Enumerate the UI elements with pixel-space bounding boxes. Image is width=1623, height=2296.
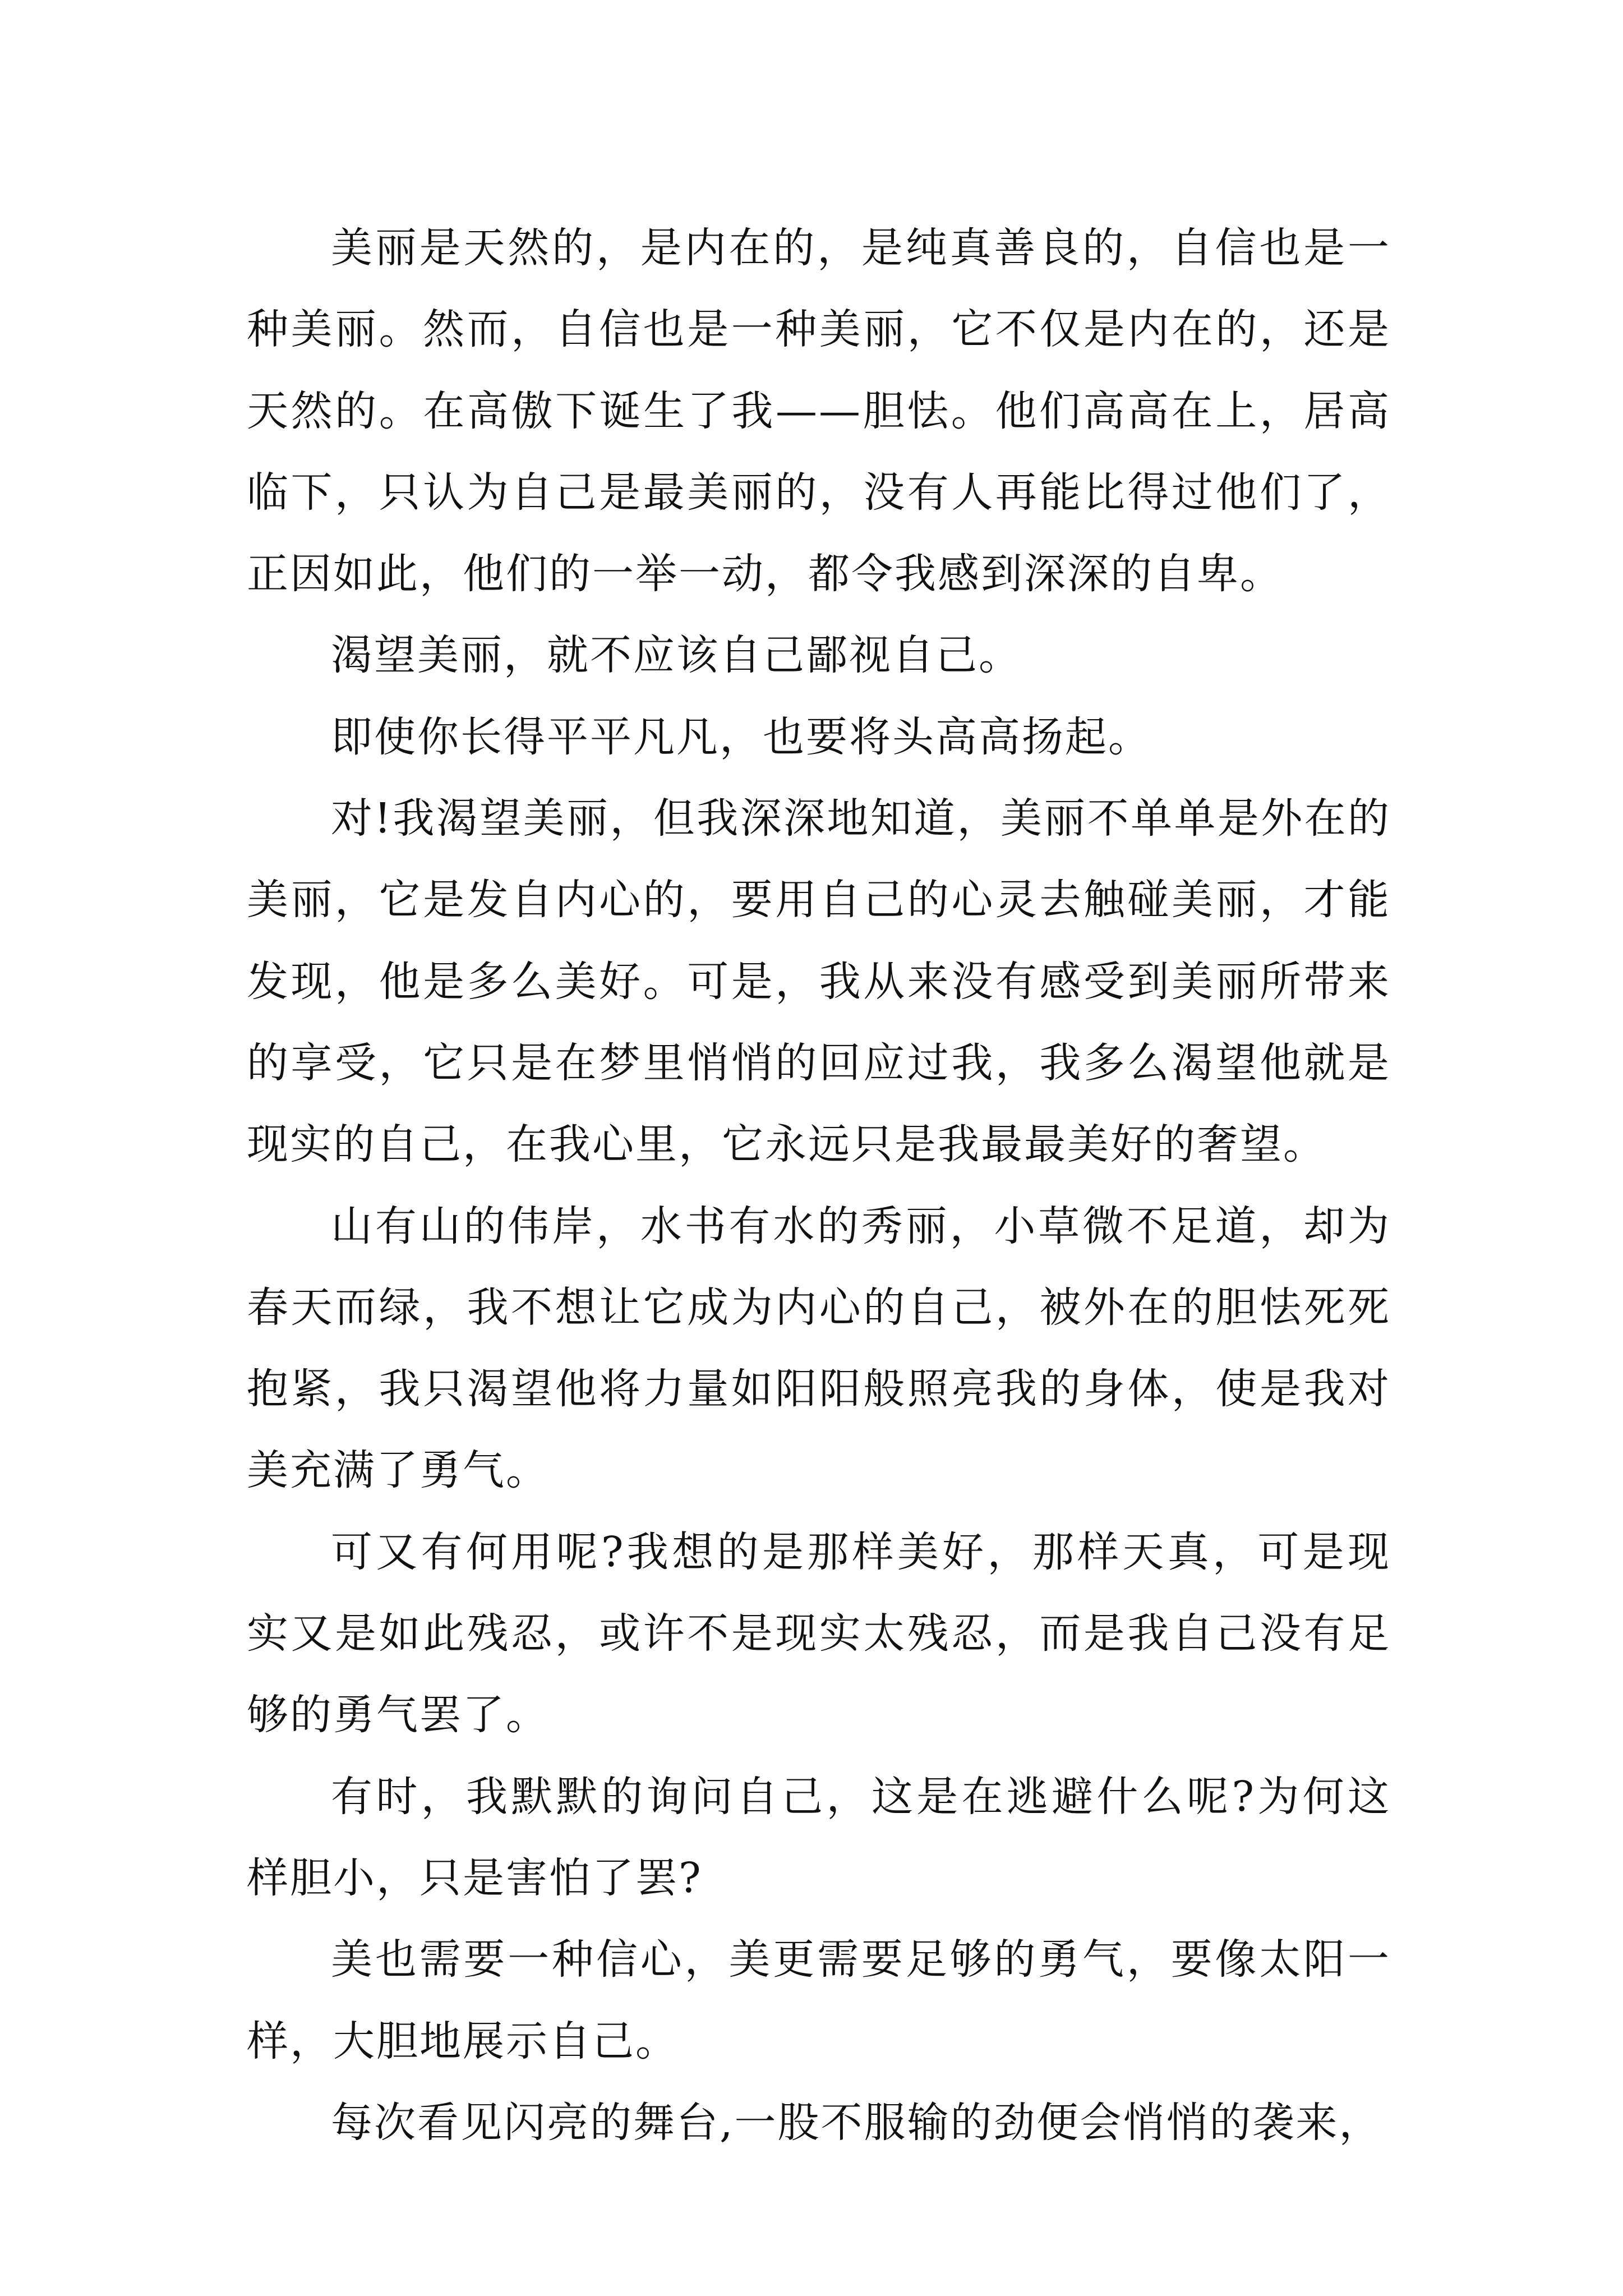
paragraph-2: 渴望美丽，就不应该自己鄙视自己。 bbox=[331, 631, 1022, 680]
paragraph-1: 美丽是天然的，是内在的，是纯真善良的，自信也是一种美丽。然而，自信也是一种美丽，它不仅是内在的，还是天然的。在高傲下诞生了我——胆怯。他们高高在上，居高临下，只认为自己是最美丽的，没有人再能比得过他们了，正因如此，他们的一举一动，都令我感到深深的自卑。 bbox=[247, 224, 1391, 599]
paragraph-8: 美也需要一种信心，美更需要足够的勇气，要像太阳一样，大胆地展示自己。 bbox=[247, 1935, 1391, 2065]
paragraph-6: 可又有何用呢?我想的是那样美好，那样天真，可是现实又是如此残忍，或许不是现实太残忍，而是我自己没有足够的勇气罢了。 bbox=[247, 1527, 1391, 1740]
document-body bbox=[247, 208, 1391, 2164]
paragraph-7: 有时，我默默的询问自己，这是在逃避什么呢?为何这样胆小，只是害怕了罢? bbox=[247, 1772, 1391, 1902]
paragraph-9: 每次看见闪亮的舞台,一股不服输的劲便会悄悄的袭来， bbox=[331, 2098, 1382, 2147]
paragraph-5: 山有山的伟岸，水书有水的秀丽，小草微不足道，却为春天而绿，我不想让它成为内心的自己，被外在的胆怯死死抱紧，我只渴望他将力量如阳阳般照亮我的身体，使是我对美充满了勇气。 bbox=[247, 1202, 1391, 1495]
paragraph-4: 对!我渴望美丽，但我深深地知道，美丽不单单是外在的美丽，它是发自内心的，要用自己的心灵去触碰美丽，才能发现，他是多么美好。可是，我从来没有感受到美丽所带来的享受，它只是在梦里悄悄的回应过我，我多么渴望他就是现实的自己，在我心里，它永远只是我最最美好的奢望。 bbox=[247, 794, 1391, 1169]
paragraph-3: 即使你长得平平凡凡，也要将头高高扬起。 bbox=[331, 712, 1151, 761]
